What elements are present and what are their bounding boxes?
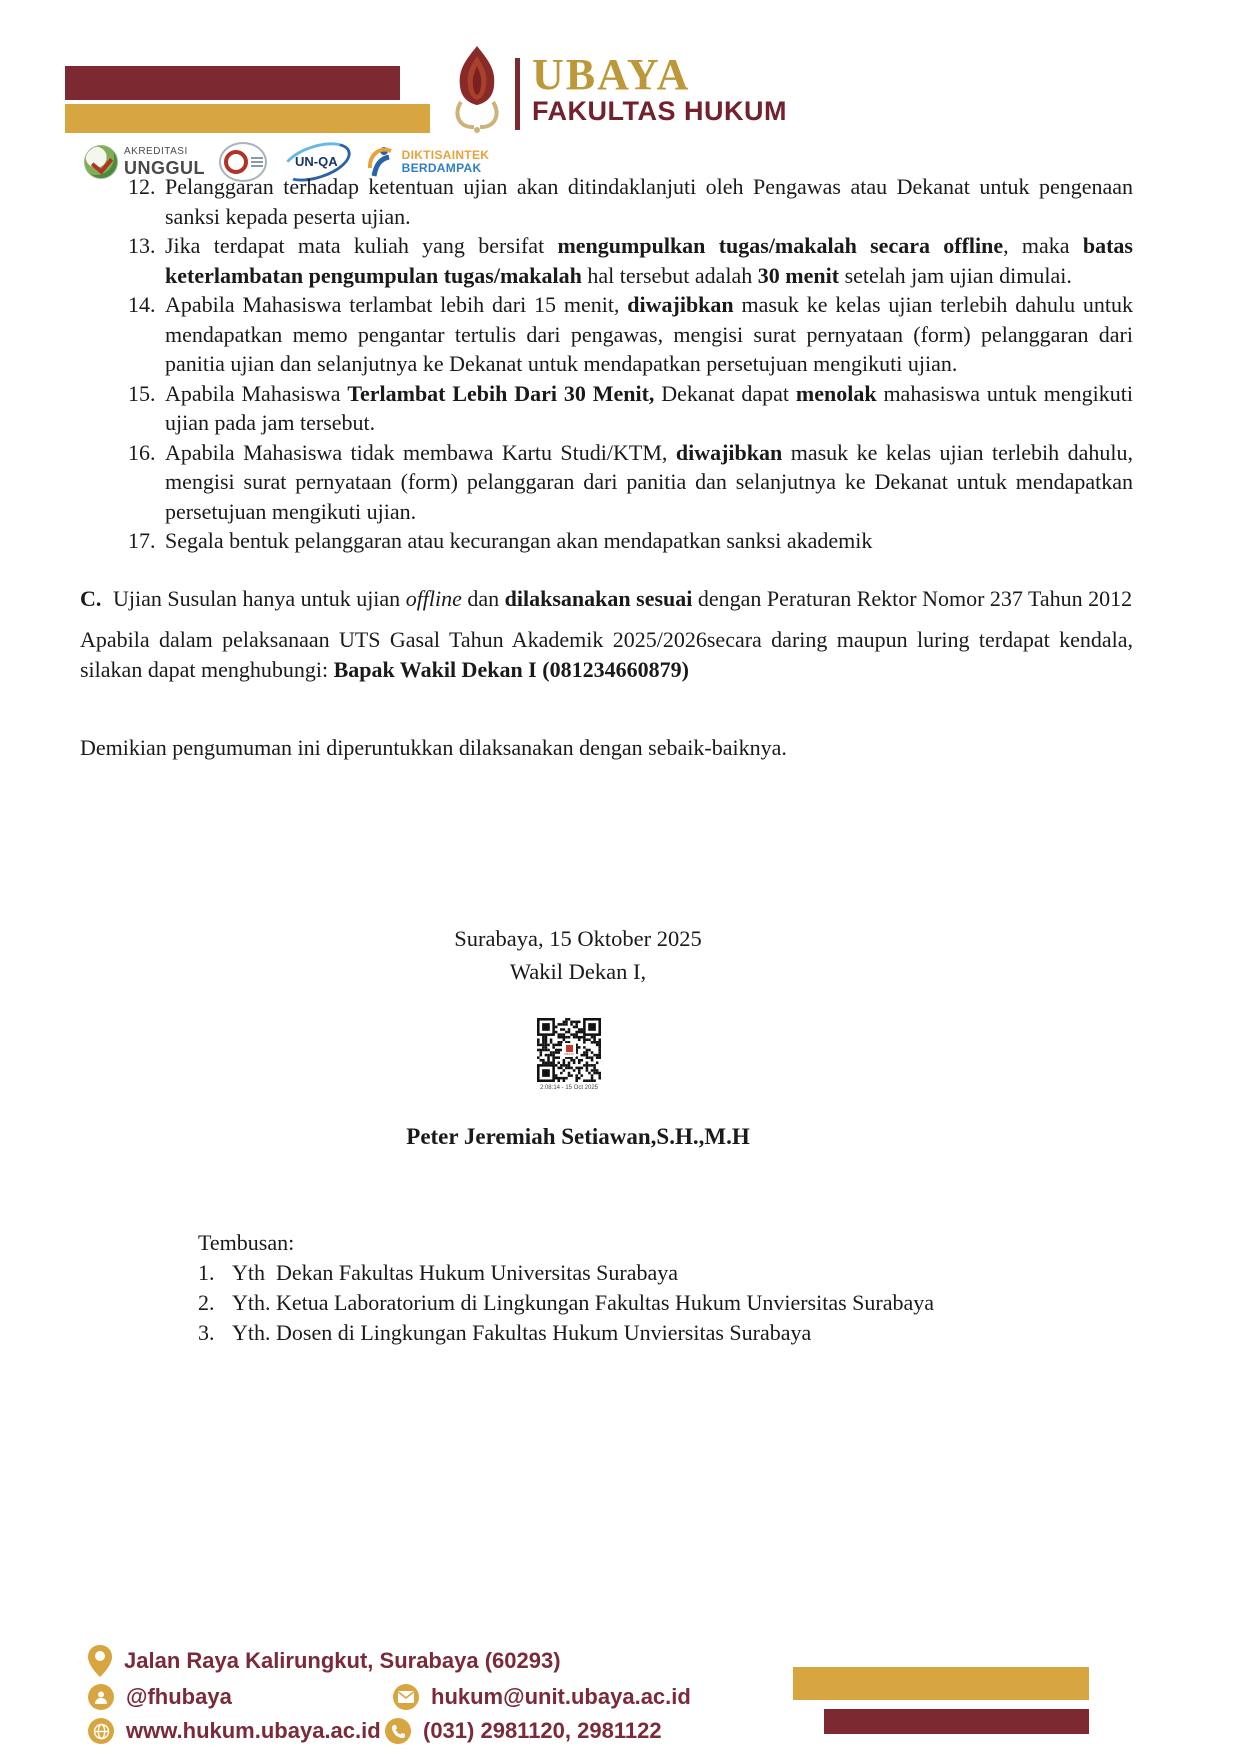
contact-paragraph: Apabila dalam pelaksanaan UTS Gasal Tahun Akademik 2025/2026secara daring maupun luring terdapat kendala, silakan dapat menghubungi: Bapak Wakil Dekan I (081234660879): [80, 627, 1133, 682]
section-c-text: Ujian Susulan hanya untuk ujian offline dan dilaksanakan sesuai dengan Peraturan Rektor Nomor 237 Tahun 2012: [113, 585, 1133, 611]
list-item-number: 13.: [128, 233, 156, 258]
signature-block: [378, 922, 778, 988]
ubaya-logo: [447, 44, 787, 136]
footer-email-row: [393, 1684, 691, 1710]
section-c: [80, 584, 1133, 614]
list-item-number: 15.: [128, 380, 156, 406]
signature-qr: [537, 1018, 601, 1091]
signer-role: Wakil Dekan I,: [509, 959, 647, 984]
tembusan-item: 2. Yth. Ketua Laboratorium di Lingkungan Fakultas Hukum Unviersitas Surabaya: [198, 1290, 935, 1315]
envelope-icon: [393, 1684, 419, 1710]
list-item-text: Segala bentuk pelanggaran atau kecurangan akan mendapatkan sanksi akademik: [165, 528, 873, 553]
header-gold-bar: [65, 104, 430, 133]
header-maroon-bar: [65, 66, 400, 100]
list-item-12: [80, 172, 1133, 231]
tembusan-title: Tembusan:: [198, 1230, 295, 1255]
globe-icon: [88, 1718, 114, 1744]
list-item-text: Jika terdapat mata kuliah yang bersifat mengumpulkan tugas/makalah secara offline, maka batas keterlambatan pengumpulan tugas/makalah hal tersebut adalah 30 menit setelah jam ujian dimulai.: [165, 233, 1133, 288]
logo-divider: [515, 58, 520, 130]
footer-phone: (031) 2981120, 2981122: [423, 1718, 662, 1743]
closing-line: Demikian pengumuman ini diperuntukkan dilaksanakan dengan sebaik-baiknya.: [80, 735, 787, 760]
ubaya-flame-icon: [447, 44, 507, 136]
tembusan-item: 3. Yth. Dosen di Lingkungan Fakultas Hukum Unviersitas Surabaya: [198, 1320, 812, 1345]
footer-email: hukum@unit.ubaya.ac.id: [431, 1684, 691, 1709]
phone-icon: [385, 1718, 411, 1744]
qr-code-image: [537, 1018, 601, 1082]
footer-maroon-bar: [824, 1709, 1089, 1734]
footer-website: www.hukum.ubaya.ac.id: [126, 1718, 381, 1743]
qr-caption: 2:08:14 - 15 Oct 2025: [539, 1085, 599, 1091]
location-pin-icon: [88, 1645, 112, 1677]
tembusan-block: [198, 1228, 934, 1348]
footer-website-row: [88, 1718, 381, 1744]
signer-name: Peter Jeremiah Setiawan,S.H.,M.H: [406, 1124, 750, 1149]
section-c-label: C.: [80, 585, 102, 611]
footer-address: Jalan Raya Kalirungkut, Surabaya (60293): [124, 1648, 561, 1673]
brand-fakultas-hukum: FAKULTAS HUKUM: [532, 96, 787, 126]
footer-gold-bar: [793, 1667, 1089, 1700]
list-item-text: Apabila Mahasiswa Terlambat Lebih Dari 30 Menit, Dekanat dapat menolak mahasiswa untuk mengikuti ujian pada jam tersebut.: [165, 380, 1134, 435]
letter-body: [80, 172, 1133, 763]
list-item-13: [80, 231, 1133, 290]
person-icon: [88, 1684, 114, 1710]
list-item-text: Apabila Mahasiswa tidak membawa Kartu Studi/KTM, diwajibkan masuk ke kelas ujian terlebih dahulu, mengisi surat pernyataan (form) pelanggaran dari panitia dan selanjutnya ke Dekanat untuk mendapatkan persetujuan mengikuti ujian.: [165, 439, 1133, 524]
qr-center-logo: UBAYA: [562, 1043, 576, 1057]
list-item-number: 14.: [128, 292, 156, 317]
brand-text: [532, 44, 787, 126]
list-item-17: [80, 526, 1133, 556]
brand-ubaya: UBAYA: [532, 50, 691, 99]
footer-address-row: [88, 1645, 561, 1677]
list-item-number: 12.: [128, 174, 156, 199]
list-item-14: [80, 290, 1133, 379]
list-item-16: [80, 438, 1133, 527]
list-item-number: 16.: [128, 439, 156, 465]
diktisaintek-label: DIKTISAINTEK BERDAMPAK: [401, 147, 490, 175]
footer-instagram-row: [88, 1684, 232, 1710]
list-item-number: 17.: [128, 528, 156, 553]
list-item-text: Pelanggaran terhadap ketentuan ujian akan ditindaklanjuti oleh Pengawas atau Dekanat untuk pengenaan sanksi kepada peserta ujian.: [165, 174, 1133, 229]
list-item-text: Apabila Mahasiswa terlambat lebih dari 15 menit, diwajibkan masuk ke kelas ujian terlebih dahulu untuk mendapatkan memo pengantar tertulis dari pengawas, mengisi surat pernyataan (form) pelanggaran dari panitia ujian dan selanjutnya ke Dekanat untuk mendapatkan persetujuan mengikuti ujian.: [165, 292, 1134, 376]
footer-instagram: @fhubaya: [126, 1684, 232, 1709]
place-date: Surabaya, 15 Oktober 2025: [454, 926, 702, 951]
list-item-15: [80, 379, 1133, 438]
akreditasi-label: AKREDITASI UNGGUL: [124, 146, 205, 178]
unqa-swoosh-icon: UN-QA: [281, 145, 352, 179]
footer-phone-row: [385, 1718, 662, 1744]
tembusan-item: 1. Yth Dekan Fakultas Hukum Universitas Surabaya: [198, 1260, 679, 1285]
